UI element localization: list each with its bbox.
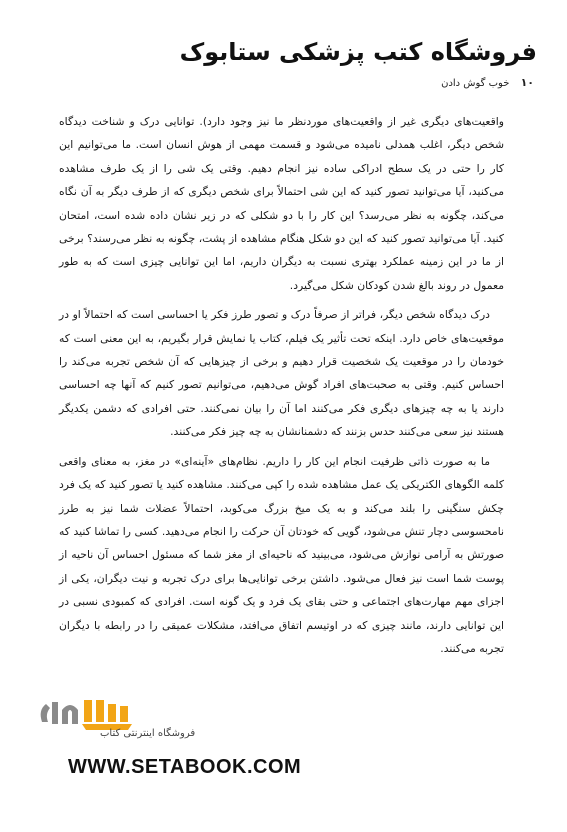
paragraph-1: واقعیت‌های دیگری غیر از واقعیت‌های موردنظر ما نیز وجود دارد). توانایی درک و شناخت دیدگاه شخص دیگر، اغلب همدلی نامیده می‌شود و قسمت مهمی از هوش انسان است. ما می‌توانیم این کار را حتی در یک سطح ادراکی ساده نیز انجام دهیم. وقتی یک شی را از یک طرف مشاهده می‌کنید، آیا می‌توانید تصور کنید که این شی احتمالاً برای شخص دیگری که از طرف دیگر به آن نگاه می‌کند، چگونه به نظر می‌رسد؟ این کار را با دو شکلی که در زیر نشان داده شده است، امتحان کنید. آیا می‌توانید تصور کنید که این دو شکل هنگام مشاهده از پشت، چگونه به نظر می‌رسند؟ برخی از ما در این زمینه عملکرد بهتری نسبت به دیگران داریم، اما این توانایی چیزی است که به طور معمول در روند بالغ شدن کودکان شکل می‌گیرد.: [59, 115, 504, 292]
running-header: [441, 76, 534, 89]
paragraph-2: درک دیدگاه شخص دیگر، فراتر از صرفاً درک و تصور طرز فکر یا احساسی است که احتمالاً او در موقعیت‌های خاص دارد. اینکه تحت تأثیر یک فیلم، کتاب یا نمایش قرار بگیریم، به این معنی است که خودمان را در موقعیت یک شخصیت قرار دهیم و برخی از چیزهایی که آن شخص تجربه می‌کند را احساس کنیم. وقتی به صحبت‌های افراد گوش می‌دهیم، می‌توانیم تصور کنیم که آنها چه احساسی دارند یا به چه چیزهای دیگری فکر می‌کنند اما آن را بیان نمی‌کنند. حتی افرادی که دشمن یکدیگر هستند نیز سعی می‌کنند حدس بزنند که دشمنانشان به چه چیز فکر می‌کنند.: [59, 308, 504, 439]
running-title: خوب گوش دادن: [441, 78, 510, 89]
logo-caption: فروشگاه اینترنتی کتاب: [100, 728, 196, 739]
body-text: [59, 110, 504, 660]
store-title: فروشگاه کتب پزشکی ستابوک: [179, 38, 537, 66]
setabook-logo: [36, 688, 206, 750]
page-number: ۱۰: [520, 76, 534, 89]
paragraph-3: ما به صورت ذاتی ظرفیت انجام این کار را داریم. نظام‌های «آینه‌ای» در مغز، به معنای واقعی کلمه الگوهای الکتریکی یک عمل مشاهده شده را کپی می‌کنند. مشاهده کنید یا تصور کنید که یک فرد چکش سنگینی را بلند می‌کند و به یک میخ بزرگ می‌کوبد، احتمالاً عضلات شما نیز به طرز نامحسوسی دچار تنش می‌شود، گویی که خودتان آن حرکت را انجام می‌دهید. کسی را تماشا کنید که صورتش به آرامی نوازش می‌شود، می‌بینید که ناحیه‌ای از مغز شما که مسئول احساس آن ناحیه از پوست شما است نیز فعال می‌شود. داشتن برخی توانایی‌ها برای درک تجربه و نیت دیگران، یکی از اجزای مهم مهارت‌های اجتماعی و حتی بقای یک فرد و یک گونه است. افرادی که کمبودی نسبی در این توانایی دارند، مانند چیزی که در اوتیسم اتفاق می‌افتد، مشکلات عمیقی را در رابطه با دیگران تجربه می‌کنند.: [59, 454, 504, 655]
website-url: WWW.SETABOOK.COM: [68, 756, 302, 778]
